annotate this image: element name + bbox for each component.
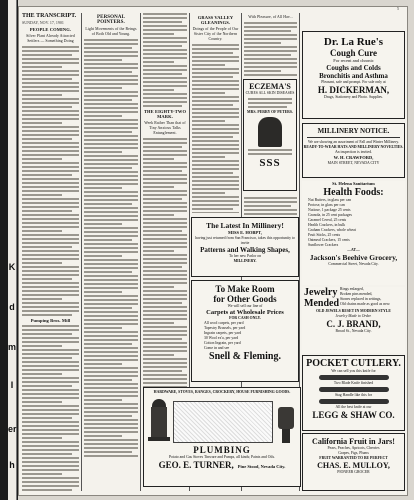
health-foods-ad xyxy=(302,181,405,285)
bathroom-illustration xyxy=(173,401,273,443)
service-item: Stones replaced in settings, xyxy=(340,297,382,301)
spine-fragment: d xyxy=(9,302,15,312)
ad-line: READY-TO-WEAR HATS AND MILLINERY NOVELTIES. xyxy=(303,145,404,149)
ad-line: We will sell our line of xyxy=(227,304,263,308)
merchant-address: Pine Stood, Nevada City. xyxy=(237,464,286,469)
headline: Pumping Bros. Mill xyxy=(30,318,71,323)
subheadline: Doings of the People of Our Sister City of the Northern Country. xyxy=(192,27,239,41)
product-item: Nuttose, 1 package 25 cents xyxy=(308,208,351,212)
article-column-4 xyxy=(192,13,239,213)
subheadline: Light Movements of the Beings of Both Old and Young. xyxy=(85,27,137,36)
hardware-plumbing-ad xyxy=(143,387,301,487)
merchant-name: Snell & Fleming. xyxy=(209,351,281,362)
spine-fragment: er xyxy=(8,424,17,434)
ad-title: Cough Cure xyxy=(329,48,378,58)
service-item: Rings enlarged, xyxy=(340,287,364,291)
article-column-1 xyxy=(22,13,79,491)
water-heater-illustration xyxy=(148,399,170,443)
merchant-name: C. J. BRAND, xyxy=(326,319,381,329)
spine-fragment: m xyxy=(8,342,17,352)
ad-line: Patterns and Walking Shapes, xyxy=(200,246,290,254)
spine-fragment: I xyxy=(10,380,14,390)
ad-title: To Make Room xyxy=(215,284,275,294)
subheadline: Week Rather Than that of Tiny Anxious Talks Entanglement. xyxy=(144,121,186,135)
jewelry-repair-ad xyxy=(302,287,405,353)
ad-line: For recent and chronic xyxy=(333,58,374,63)
article-body xyxy=(244,22,297,76)
brand-logo: SSS xyxy=(259,157,281,169)
subheadline: Silver Plant Already Attracted Settlers — Something Doing xyxy=(26,34,75,43)
ad-title: Health Foods: xyxy=(323,187,384,198)
ad-line: FRUIT WARRANTED TO BE PERFECT xyxy=(319,456,388,460)
ad-line: Bronchitis and Asthma xyxy=(319,72,388,80)
product-item: Fruit Sticks, 25 cents xyxy=(308,233,341,237)
article-column-5 xyxy=(244,13,297,79)
subheadline: With Pleasure, of All Hav... xyxy=(248,15,293,19)
ad-title: Jewelry xyxy=(304,287,338,298)
dateline: SUNDAY, NOV. 17, 1901 xyxy=(22,20,64,25)
price-item: Cotton Ingrain, per yard xyxy=(204,341,241,345)
ad-line: Grapes, Figs, Plums xyxy=(338,451,369,455)
portrait-caption: MRS. PERRY OF PETERS. xyxy=(247,110,293,114)
price-item: Tapestry Brussels, per yard xyxy=(204,326,246,330)
portrait-image xyxy=(258,117,282,147)
price-item: Ingrain carpets, per yard xyxy=(204,331,242,335)
ad-title: Mended xyxy=(304,298,339,309)
ad-title: POCKET CUTLERY. xyxy=(306,358,401,369)
ad-title: MILLINERY NOTICE. xyxy=(317,127,390,135)
knife-illustration xyxy=(319,399,389,404)
service-item: Old chains made as good as new. xyxy=(340,302,391,306)
ad-title: California Fruit in Jars! xyxy=(312,437,395,446)
ad-line: —AT— xyxy=(347,248,360,252)
millinery-notice-ad xyxy=(302,123,405,178)
merchant-name: Jackson's Beehive Grocery, xyxy=(309,253,398,262)
adjacent-page-strip xyxy=(8,0,17,500)
pocket-cutlery-ad xyxy=(302,355,405,431)
ad-line: Coughs and Colds xyxy=(326,64,381,72)
merchant-address: Commercial Street, Nevada City. xyxy=(328,262,379,266)
merchant-name: LEGG & SHAW CO. xyxy=(312,410,395,420)
product-item: Granola, in 25 cent packages xyxy=(308,213,352,217)
page-number: 5 xyxy=(397,6,399,11)
california-fruit-ad xyxy=(302,433,405,491)
headline: THE EIGHTY-TWO MARK. xyxy=(143,109,187,119)
ad-line: FOR CASH ONLY. xyxy=(229,316,261,320)
product-item: Oatmeal Crackers, 15 cents xyxy=(308,238,350,242)
service-item: Broken pins mended, xyxy=(340,292,373,296)
product-item: Nut Butters, in glass per can xyxy=(308,198,352,202)
merchant-line: Drugs, Stationery and Photo. Supplies. xyxy=(324,95,383,99)
ad-line: We can sell you this knife for xyxy=(331,369,376,373)
merchant-name: W. H. CRAWFORD, xyxy=(333,155,374,160)
article-body xyxy=(143,13,187,107)
ad-line: We are showing an assortment of Fall and Winter Millinery. xyxy=(308,140,399,144)
ad-subtitle: CURES ALL SKIN DISEASES xyxy=(245,91,295,95)
carpet-sale-ad xyxy=(191,280,299,382)
product-item: Health Crackers, in bulk xyxy=(308,223,346,227)
knife-illustration xyxy=(319,387,389,392)
article-body xyxy=(192,44,239,213)
ad-title: ECZEMA'S xyxy=(249,82,291,91)
ad-line: having just returned from San Francisco, takes this opportunity to invite xyxy=(195,236,295,245)
article-column-2 xyxy=(84,13,138,491)
headline: GRASS VALLEY GLEANINGS. xyxy=(197,15,234,25)
ad-title: for Other Goods xyxy=(213,294,277,304)
merchant-line: PIONEER GROCER xyxy=(337,470,370,474)
masthead: THE TRANSCRIPT. xyxy=(22,13,77,19)
ad-title: HARDWARE, STOVES, RANGES, CROCKERY, HOUSE FURNISHING GOODS. xyxy=(153,390,291,394)
knife-illustration xyxy=(319,375,389,380)
ad-line: Jewelry Made to Order. xyxy=(335,314,372,318)
ad-title: The Latest In Millinery! xyxy=(206,221,284,230)
ad-line: OLD JEWELS RESET IN MODERN STYLE xyxy=(316,309,391,313)
ad-line: Carpets at Wholesale Prices xyxy=(206,309,284,316)
ad-line: An inspection is invited. xyxy=(334,150,373,154)
column-rule xyxy=(81,13,82,491)
ad-line: All the best knife at our xyxy=(335,405,372,409)
ad-line: MILLINERY. xyxy=(233,259,257,263)
eczema-ad xyxy=(243,79,297,191)
product-item: Caramel Cereal, 25 cents xyxy=(308,218,347,222)
article-body xyxy=(22,325,79,491)
product-item: Sunflower Crackers xyxy=(308,243,339,247)
article-body xyxy=(22,46,79,316)
latest-millinery-ad xyxy=(191,217,299,277)
ad-line: Stag Handle like this for xyxy=(334,393,373,397)
merchant-name: CHAS. E. MULLOY, xyxy=(317,461,390,470)
headline: PEOPLE COMING. xyxy=(29,27,72,32)
merchant-name: H. DICKERMAN, xyxy=(317,85,390,95)
merchant-address: Broad St., Nevada City. xyxy=(335,329,372,333)
ad-line: Two Blade Knife finished xyxy=(333,381,374,385)
article-body xyxy=(84,39,138,457)
product-item: Graham Crackers, whole wheat xyxy=(308,228,356,232)
price-item: All wool carpets, per yard xyxy=(204,321,244,325)
ad-line: Potato and Gas Stoves Tinware and Pumps, all kinds; Paints and Oils. xyxy=(169,455,275,459)
price-item: 30 Wool ex'a, per yard xyxy=(204,336,239,340)
spine-fragment: K xyxy=(8,262,16,272)
ad-line: Pears, Peaches, Apricots, Cherries xyxy=(327,446,380,450)
column-rule xyxy=(140,13,141,491)
product-item: Protose, in glass per can xyxy=(308,203,345,207)
spine-fragment: h xyxy=(9,460,15,470)
ad-line: To her new Parlor on xyxy=(229,254,261,258)
merchant-address: MAIN STREET, NEVADA CITY xyxy=(327,161,380,165)
ad-title: Dr. La Rue's xyxy=(323,36,384,48)
merchant-name: GEO. E. TURNER, xyxy=(158,460,234,470)
ad-subtitle: PLUMBING xyxy=(193,445,251,455)
cough-cure-ad xyxy=(302,31,405,119)
fixture-illustration xyxy=(276,403,296,443)
ad-line: Pleasant, safe and prompt. For sale only at xyxy=(321,80,386,84)
merchant-name: MISS E. HOBPT, xyxy=(228,230,262,235)
newspaper-page xyxy=(18,6,408,496)
ad-header: St. Helena Sanitarium xyxy=(332,181,375,186)
price-item: Come in and see xyxy=(204,346,230,350)
headline: PERSONAL POINTERS. xyxy=(96,15,126,25)
